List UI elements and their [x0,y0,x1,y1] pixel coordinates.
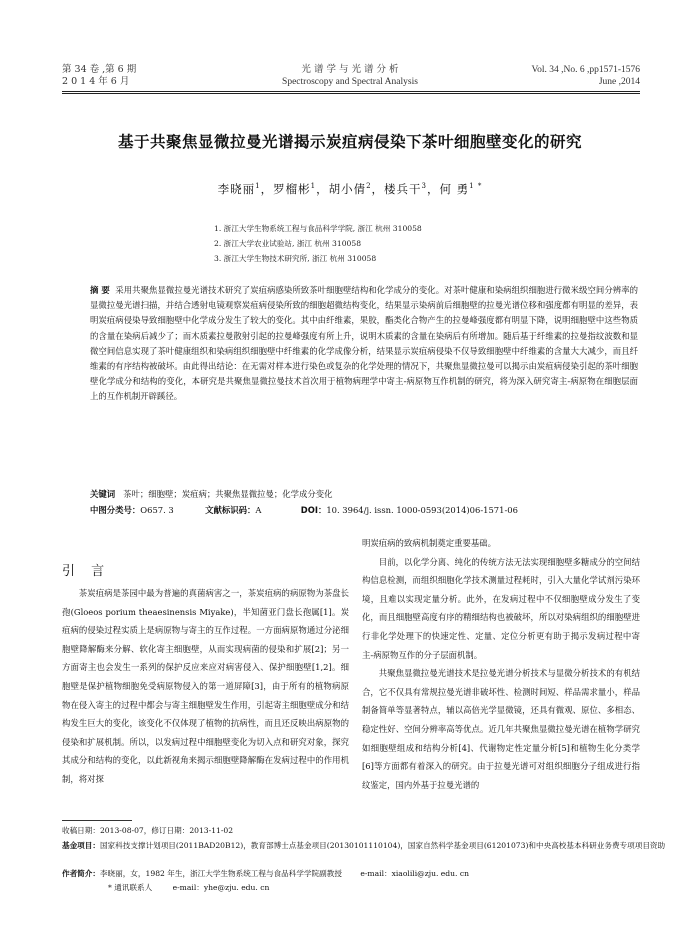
classification [90,504,518,516]
corresponding-email: e-mail：yhe@zju. edu. cn [172,883,270,892]
author-affiliation-mark: 1 * [469,182,483,191]
footnote-received: 收稿日期：2013-08-07，修订日期：2013-11-02 [62,826,234,835]
author-email: e-mail：xiaolili@zju. edu. cn [360,869,470,878]
right-paragraph-1: 明炭疽病的致病机制奠定重要基础。 [362,538,496,548]
author-name: 何 勇 [439,182,470,196]
header-journal-en: Spectroscopy and Spectral Analysis [282,77,418,87]
author-bio: 李晓丽，女，1982 年生，浙江大学生物系统工程与食品科学学院副教授 [99,869,342,878]
header-date-en: June ,2014 [598,77,640,87]
header-vol-en: Vol. 34 ,No. 6 ,pp1571-1576 [531,65,640,75]
fund-text: 国家科技支撑计划项目(2011BAD20B12)，教育部博士点基金项目(20130101110104)，国家自然科学基金项目(61201073)和中央高校基本科研业务费专项项目资助 [99,841,666,850]
footnote-rule [62,820,132,821]
author-affiliation-mark: 1 [310,182,317,191]
keywords-text: 茶叶；细胞壁；炭疽病；共聚焦显微拉曼；化学成分变化 [123,489,333,499]
doi-label: DOI： [300,505,327,515]
fund-label: 基金项目： [62,841,100,850]
author-bio-label: 作者简介： [62,869,100,878]
right-column [362,534,640,794]
affiliations [214,221,422,266]
footnote-author [62,867,640,881]
keywords [90,488,333,500]
author-affiliation-mark: 3 [421,182,428,191]
author-name: 李晓丽 [217,182,256,196]
doi-value: 10. 3964/j. issn. 1000-0593(2014)06-1571-06 [326,505,518,515]
header-journal-cn: 光 谱 学 与 光 谱 分 析 [301,64,399,75]
header-volume: 第 34 卷 ,第 6 期 [62,64,137,75]
clc-label: 中图分类号： [90,505,141,515]
right-paragraph-2: 目前，以化学分离、纯化的传统方法无法实现细胞壁多糖成分的空间结构信息检测，而组织细胞化学技术测量过程耗时，引入大量化学试剂污染环境，且难以实现定量分析。此外，在发病过程中不仅细胞壁成分发生了变化，而且细胞壁高度有序的精细结构也被破坏，所以对染病组织的细胞壁进行非化学处理下的快速定性、定量、定位分析更有助于揭示发病过程中寄主-病原物互作的分子层面机制。 [362,556,640,660]
footnote-corresponding [108,881,269,895]
paper-title: 基于共聚焦显微拉曼光谱揭示炭疽病侵染下茶叶细胞壁变化的研究 [117,133,582,151]
doc-code-value: A [255,505,262,515]
left-paragraph: 茶炭疽病是茶园中最为普遍的真菌病害之一，茶炭疽病的病原物为茶盘长孢(Gloeos porium theaesinensis Miyake)，半知菌亚门盘长孢属[1]。炭疽病的侵染过程实质上是病原物与寄主的互作过程。一方面病原物通过分泌细胞壁降解酶来分解、软化寄主细胞壁，从而实现病菌的侵染和扩展[2]；另一方面寄主也会发生一系列的保护反应来应对病害侵入、保护细胞壁[1,2]。细胞壁是保护植物细胞免受病原物侵入的第一道屏障[3]，由于所有的植物病原物在侵入寄主的过程中都会与寄主细胞壁发生作用，引起寄主细胞壁成分和结构发生巨大的变化，该变化不仅体现了植物的抗病性，而且还反映出病原物的侵染和扩展机制。所以，以发病过程中细胞壁变化为切入点和研究对象，探究其成分和结构的变化，以此新视角来揭示细胞壁降解酶在发病过程中的作用机制，将对探 [62,588,349,784]
header-rule [62,91,640,92]
abstract-label: 摘 要 [90,285,110,295]
section-title-introduction: 引 言 [62,564,111,579]
author-list: 李晓丽$^1$，罗榴彬$^1$，胡小倩$^2$，楼兵干$^3$，何 勇$^{1 *}$ [217,182,483,196]
corresponding-label: * 通讯联系人 [108,883,153,892]
clc-value: O657. 3 [140,505,174,515]
footnote-fund [62,839,686,853]
author-name: 楼兵干 [384,182,422,196]
affiliation-2: 2. 浙江大学农业试验站, 浙江 杭州 310058 [214,239,362,248]
author-name: 胡小倩 [328,182,367,196]
header-date: 2 0 1 4 年 6 月 [62,76,130,87]
author-affiliation-mark: 2 [366,182,372,191]
author-affiliation-mark: 1 [255,182,261,191]
author-name: 罗榴彬 [273,182,311,196]
right-paragraph-3: 共聚焦显微拉曼光谱技术是拉曼光谱分析技术与显微分析技术的有机结合，它不仅具有常规拉曼光谱非破坏性、检测时间短、样品需求量小，样品制备简单等显著特点，辅以高倍光学显微镜，还具有微观、原位、多相态、稳定性好、空间分辨率高等优点。近几年共聚焦显微拉曼光谱在植物学研究如细胞壁组成和结构分析[4]、代谢物定性定量分析[5]和植物生化分类学[6]等方面都有着深入的研究。由于拉曼光谱可对组织细胞分子组成进行指纹鉴定，国内外基于拉曼光谱的 [362,668,640,790]
abstract [90,283,638,405]
keywords-label: 关键词 [90,489,116,499]
left-column [62,584,349,789]
affiliation-3: 3. 浙江大学生物技术研究所, 浙江 杭州 310058 [214,254,377,263]
abstract-text: 采用共聚焦显微拉曼光谱技术研究了炭疽病感染所致茶叶细胞壁结构和化学成分的变化。对茶叶健康和染病组织细胞进行微米级空间分辨率的显微拉曼光谱扫描，并结合透射电镜观察炭疽病侵染所致的细胞超微结构变化，结果显示染病前后细胞壁的拉曼光谱位移和强度都有明显的差异，表明炭疽病侵染导致细胞壁中化学成分发生了较大的变化。其中由纤维素，果胶，酯类化合物产生的拉曼峰强度都有明显下降，说明细胞壁中这些物质的含量在染病后减少了；而木质素拉曼散射引起的拉曼峰强度有所上升，说明木质素的含量在染病后有所增加。随后基于纤维素的拉曼指纹波数和显微空间信息实现了茶叶健康组织和染病组织细胞壁中纤维素的化学成像分析，结果显示炭疽病侵染不仅导致细胞壁中纤维素的含量大大减少，而且纤维素的有序结构被破坏。由此得出结论：在无需对样本进行染色或复杂的化学处理的情况下，共聚焦显微拉曼可以揭示由炭疽病侵染引起的茶叶细胞壁化学成分和结构的变化，本研究是共聚焦显微拉曼技术首次用于植物病理学中寄主-病原物互作机制的研究，将为深入研究寄主-病原物在细胞层面上的互作机制开辟蹊径。 [90,285,639,402]
doc-code-label: 文献标识码： [205,505,256,515]
affiliation-1: 1. 浙江大学生物系统工程与食品科学学院, 浙江 杭州 310058 [214,224,422,233]
header-rule-2 [62,93,640,94]
